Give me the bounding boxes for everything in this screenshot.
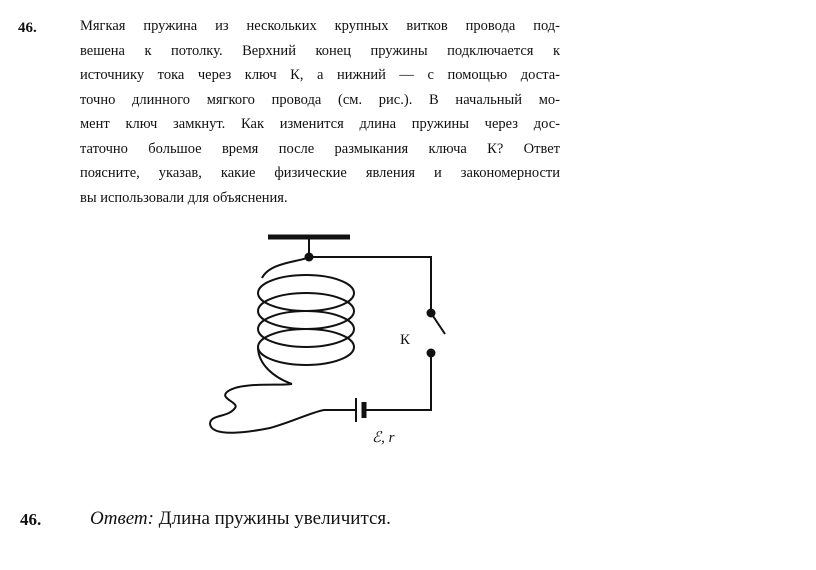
spring-bottom-lead	[258, 347, 292, 384]
problem-line: точно длинного мягкого провода (см. рис.). В начальный мо-	[80, 91, 560, 108]
answer-block	[0, 500, 816, 540]
problem-line: вешена к потолку. Верхний конец пружины подключается к	[80, 42, 560, 59]
answer-number: 46.	[20, 510, 42, 529]
key-blade	[431, 313, 445, 334]
source-label: ℰ, r	[372, 430, 395, 446]
problem-line: мент ключ замкнут. Как изменится длина пружины через дос-	[80, 116, 560, 132]
problem-number: 46.	[18, 20, 37, 36]
problem-line: таточно большое время после размыкания ключа К? Ответ	[80, 140, 560, 157]
problem-line: источнику тока через ключ К, а нижний — с помощью доста-	[80, 67, 560, 83]
key-bottom-contact	[427, 349, 436, 358]
answer-line	[90, 508, 391, 530]
wire-bottom-right	[366, 353, 431, 410]
spring-coil	[258, 275, 354, 365]
wire-top-right	[309, 257, 431, 313]
answer-label: Ответ:	[90, 508, 154, 529]
soft-wire	[210, 384, 356, 433]
key-label: К	[400, 332, 411, 348]
problem-line: поясните, указав, какие физические явления и закономерности	[80, 165, 560, 181]
answer-text: Длина пружины увеличится.	[158, 508, 391, 529]
problem-line: вы использовали для объяснения.	[80, 189, 288, 206]
problem-line: Мягкая пружина из нескольких крупных витков провода под-	[80, 18, 560, 34]
